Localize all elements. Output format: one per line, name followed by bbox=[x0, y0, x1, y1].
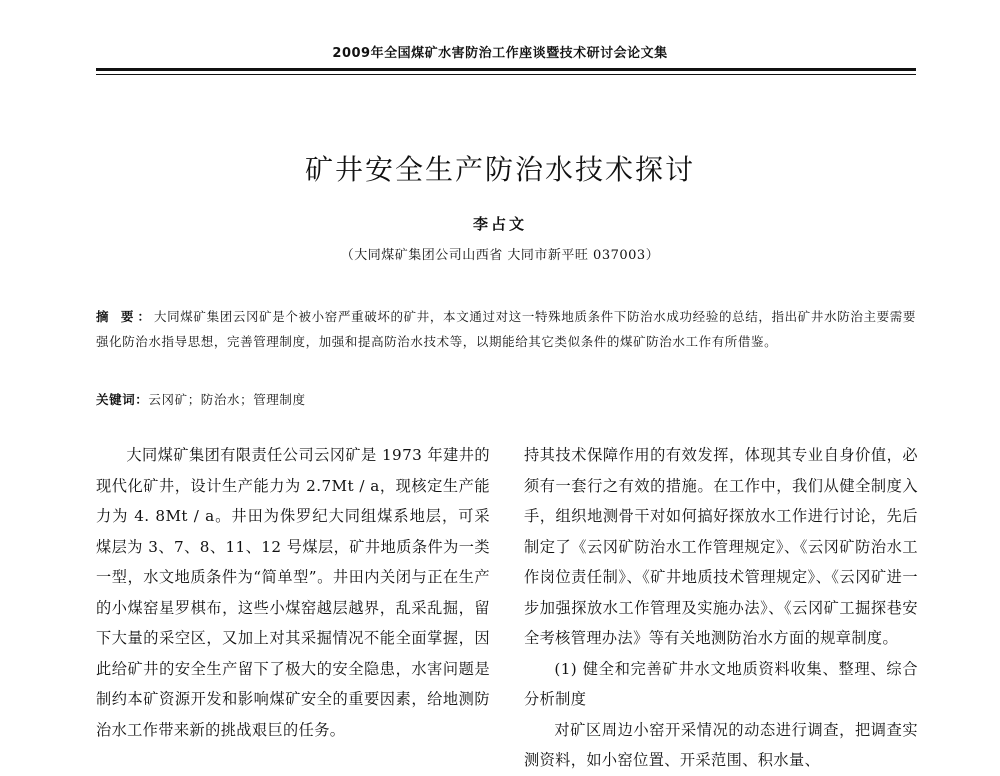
section-heading: (1) 健全和完善矿井水文地质资料收集、整理、综合分析制度 bbox=[524, 659, 918, 708]
header-rule-thick bbox=[96, 68, 916, 71]
journal-header: 2009年全国煤矿水害防治工作座谈暨技术研讨会论文集 bbox=[332, 46, 668, 61]
body-column-right bbox=[524, 440, 918, 776]
body-paragraph: 持其技术保障作用的有效发挥，体现其专业自身价值，必须有一套行之有效的措施。在工作中，我们从健全制度入手，组织地测骨干对如何搞好探放水工作进行讨论，先后制定了《云冈矿防治水工作管理规定》、《云冈矿防治水工作岗位责任制》、《矿井地质技术管理规定》、《云冈矿进一步加强探放水工作管理及实施办法》、《云冈矿工掘探巷安全考核管理办法》等有关地测防治水方面的规章制度。 bbox=[524, 446, 918, 647]
author-affiliation: （大同煤矿集团公司山西省 大同市新平旺 037003） bbox=[340, 248, 660, 263]
header-rule-thin bbox=[96, 74, 916, 75]
paper-title: 矿井安全生产防治水技术探讨 bbox=[304, 153, 695, 186]
abstract-label: 摘 要： bbox=[96, 309, 155, 324]
body-paragraph: 对矿区周边小窑开采情况的动态进行调查，把调查实测资料，如小窑位置、开采范围、积水量、 bbox=[524, 720, 918, 769]
author-name: 李占文 bbox=[472, 215, 527, 233]
keywords-text: 云冈矿；防治水；管理制度 bbox=[148, 392, 306, 407]
abstract bbox=[96, 304, 916, 354]
abstract-text: 大同煤矿集团云冈矿是个被小窑严重破坏的矿井，本文通过对这一特殊地质条件下防治水成功经验的总结，指出矿井水防治主要需要强化防治水指导思想，完善管理制度，加强和提高防治水技术等，以期能给其它类似条件的煤矿防治水工作有所借鉴。 bbox=[96, 309, 916, 349]
keywords bbox=[96, 387, 916, 412]
body-column-left bbox=[96, 440, 490, 745]
keywords-label: 关键词： bbox=[96, 392, 149, 407]
body-paragraph: 大同煤矿集团有限责任公司云冈矿是 1973 年建井的现代化矿井，设计生产能力为 2.7Mt / a，现核定生产能力为 4. 8Mt / a。井田为侏罗纪大同组煤系地层，可采煤层为 3、7、8、11、12 号煤层，矿井地质条件为一类一型，水文地质条件为“简单型”。井田内关闭与正在生产的小煤窑星罗棋布，这些小煤窑越层越界，乱采乱掘，留下大量的采空区，又加上对其采掘情况不能全面掌握，因此给矿井的安全生产留下了极大的安全隐患，水害问题是制约本矿资源开发和影响煤矿安全的重要因素，给地测防治水工作带来新的挑战艰巨的任务。 bbox=[96, 446, 490, 739]
